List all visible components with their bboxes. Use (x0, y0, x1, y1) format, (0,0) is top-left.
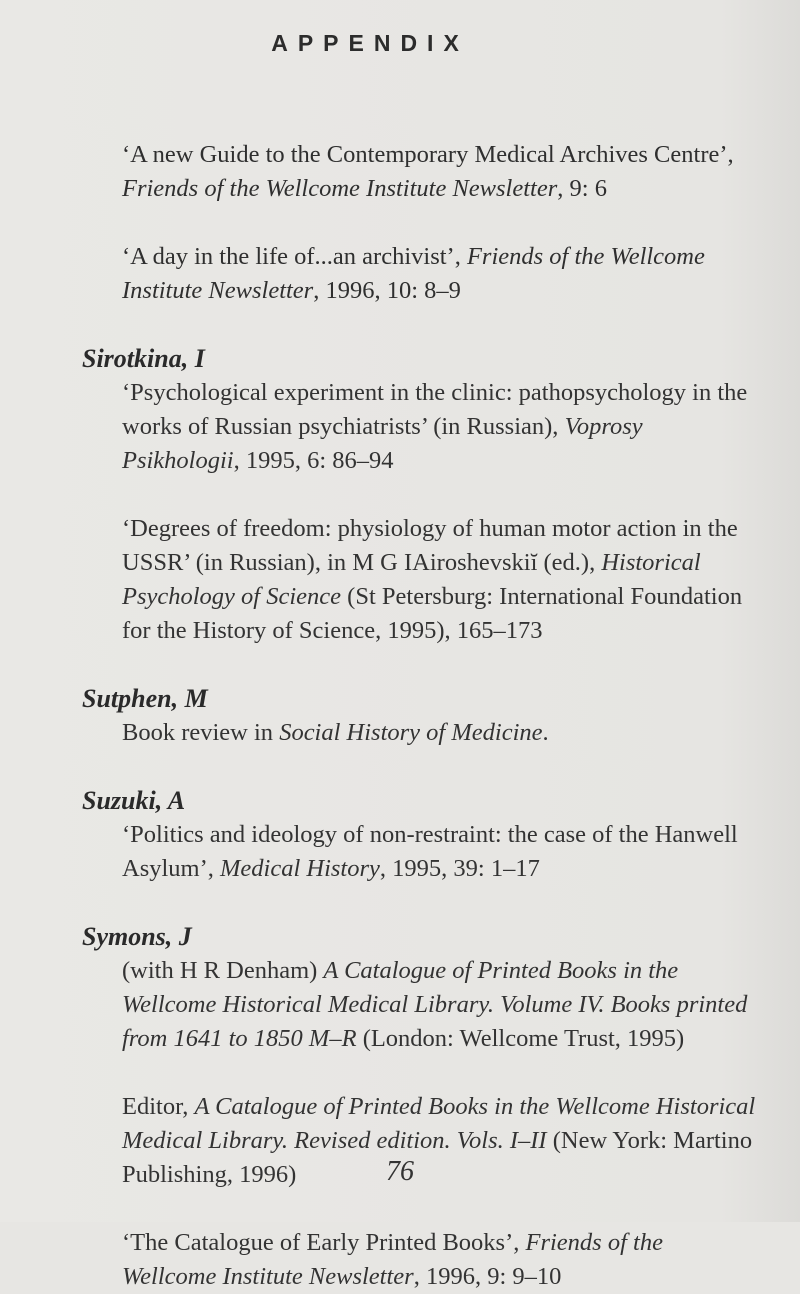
author-group (82, 784, 762, 886)
bibliography-content (82, 138, 762, 1294)
author-name: Suzuki, A (82, 786, 186, 815)
author-group (82, 682, 762, 750)
author-group (82, 920, 762, 1294)
bibliography-entry: ‘A day in the life of...an archivist’, Friends of the Wellcome Institute Newsletter, 1996, 10: 8–9 (122, 243, 705, 304)
author-name: Symons, J (82, 922, 192, 951)
bibliography-entry: ‘Degrees of freedom: physiology of human motor action in the USSR’ (in Russian), in M G IAiroshevskiĭ (ed.), Historical Psychology of Science (St Petersburg: International Foundation for the History of Science, 1995), 165–173 (122, 515, 743, 644)
bibliography-entry: ‘The Catalogue of Early Printed Books’, Friends of the Wellcome Institute Newsletter, 1996, 9: 9–10 (122, 1229, 663, 1290)
bibliography-entry: ‘A new Guide to the Contemporary Medical Archives Centre’, Friends of the Wellcome Institute Newsletter, 9: 6 (122, 141, 734, 202)
page-header: APPENDIX (271, 30, 469, 56)
bibliography-entry: (with H R Denham) A Catalogue of Printed Books in the Wellcome Historical Medical Library. Volume IV. Books printed from 1641 to 1850 M–R (London: Wellcome Trust, 1995) (122, 957, 748, 1052)
bibliography-entry: Editor, A Catalogue of Printed Books in the Wellcome Historical Medical Library. Revised edition. Vols. I–II (New York: Martino Publishing, 1996) (122, 1093, 756, 1188)
author-name: Sutphen, M (82, 684, 208, 713)
continued-entries (82, 138, 762, 308)
bibliography-entry: Book review in Social History of Medicine. (122, 719, 549, 746)
author-name: Sirotkina, I (82, 344, 205, 373)
bibliography-entry: ‘Politics and ideology of non-restraint: the case of the Hanwell Asylum’, Medical History, 1995, 39: 1–17 (122, 821, 738, 882)
author-group (82, 342, 762, 648)
bibliography-entry: ‘Psychological experiment in the clinic: pathopsychology in the works of Russian psychiatrists’ (in Russian), Voprosy Psikhologii, 1995, 6: 86–94 (122, 379, 748, 474)
page-number: 76 (386, 1156, 414, 1187)
